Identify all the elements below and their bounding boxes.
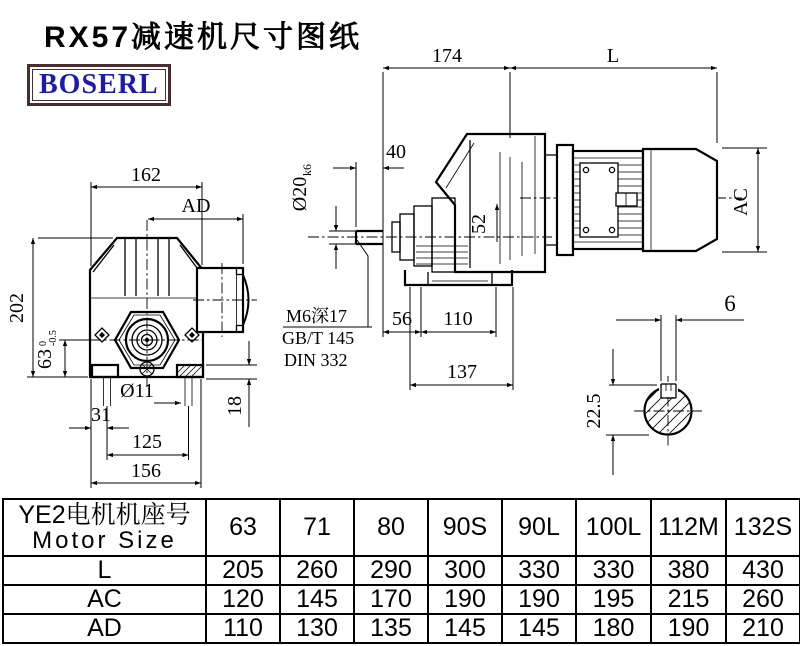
- cell: 300: [428, 556, 502, 585]
- cell: 145: [502, 614, 576, 643]
- row-label-L: L: [3, 556, 206, 585]
- dim-63-tol-upper: 0: [38, 341, 49, 346]
- dim-162: 162: [131, 164, 161, 186]
- col-100l: 100L: [576, 499, 651, 556]
- header-cn: YE2电机机座号: [18, 500, 191, 529]
- dim-L: L: [606, 45, 620, 67]
- cell: 260: [280, 556, 354, 585]
- dim-ad: AD: [181, 195, 211, 217]
- header-en: Motor Size: [32, 527, 177, 555]
- col-80: 80: [354, 499, 428, 556]
- cell: 145: [428, 614, 502, 643]
- cell: 380: [651, 556, 726, 585]
- dim-hole-dia: Ø11: [120, 380, 154, 402]
- cell: 145: [280, 585, 354, 614]
- dim-63-tol-lower: -0.5: [48, 330, 59, 346]
- cell: 110: [206, 614, 280, 643]
- cell: 215: [651, 585, 726, 614]
- cell: 190: [428, 585, 502, 614]
- side-view: [308, 134, 742, 285]
- col-71: 71: [280, 499, 354, 556]
- dim-156: 156: [131, 460, 161, 482]
- dim-202: 202: [6, 293, 28, 323]
- col-90l: 90L: [502, 499, 576, 556]
- dim-key-width: 6: [724, 291, 736, 316]
- dim-key-depth: 22.5: [583, 393, 605, 429]
- cell: 430: [726, 556, 800, 585]
- front-view: [90, 220, 257, 406]
- note-gb-standard: GB/T 145: [282, 328, 355, 348]
- row-label-AC: AC: [3, 585, 206, 614]
- col-112m: 112M: [651, 499, 726, 556]
- col-132s: 132S: [726, 499, 800, 556]
- page-title: RX57减速机尺寸图纸: [44, 21, 363, 54]
- cell: 120: [206, 585, 280, 614]
- dim-31: 31: [91, 404, 111, 426]
- col-63: 63: [206, 499, 280, 556]
- cell: 180: [576, 614, 651, 643]
- cell: 135: [354, 614, 428, 643]
- cell: 130: [280, 614, 354, 643]
- cell: 205: [206, 556, 280, 585]
- col-90s: 90S: [428, 499, 502, 556]
- dim-56: 56: [392, 308, 412, 330]
- table-row-AC: [3, 585, 800, 614]
- dim-52: 52: [468, 214, 490, 234]
- cell: 330: [576, 556, 651, 585]
- note-din-standard: DIN 332: [284, 350, 348, 370]
- dim-ac: AC: [730, 188, 752, 216]
- dim-125: 125: [132, 431, 162, 453]
- table-row-L: [3, 556, 800, 585]
- brand-logo: BOSERL: [27, 64, 171, 106]
- dim-137: 137: [447, 361, 477, 383]
- cell: 290: [354, 556, 428, 585]
- cell: 330: [502, 556, 576, 585]
- dim-40: 40: [386, 141, 406, 163]
- dim-110: 110: [443, 308, 473, 330]
- row-label-AD: AD: [3, 614, 206, 643]
- dim-63: 63: [34, 349, 56, 369]
- motor-size-table: [0, 498, 800, 644]
- cell: 260: [726, 585, 800, 614]
- dim-18: 18: [224, 396, 246, 416]
- table-header-row: [3, 499, 800, 556]
- cell: 170: [354, 585, 428, 614]
- cell: 190: [502, 585, 576, 614]
- table-row-AD: [3, 614, 800, 643]
- cell: 210: [726, 614, 800, 643]
- note-tapped-hole: M6深17: [286, 306, 348, 326]
- shaft-key-section: [583, 291, 744, 475]
- cell: 195: [576, 585, 651, 614]
- cell: 190: [651, 614, 726, 643]
- dim-shaft-dia-tol: k6: [300, 164, 314, 176]
- dim-174: 174: [432, 45, 462, 67]
- dim-shaft-dia: Ø20: [289, 176, 311, 212]
- table-header-motor-size: [3, 499, 206, 556]
